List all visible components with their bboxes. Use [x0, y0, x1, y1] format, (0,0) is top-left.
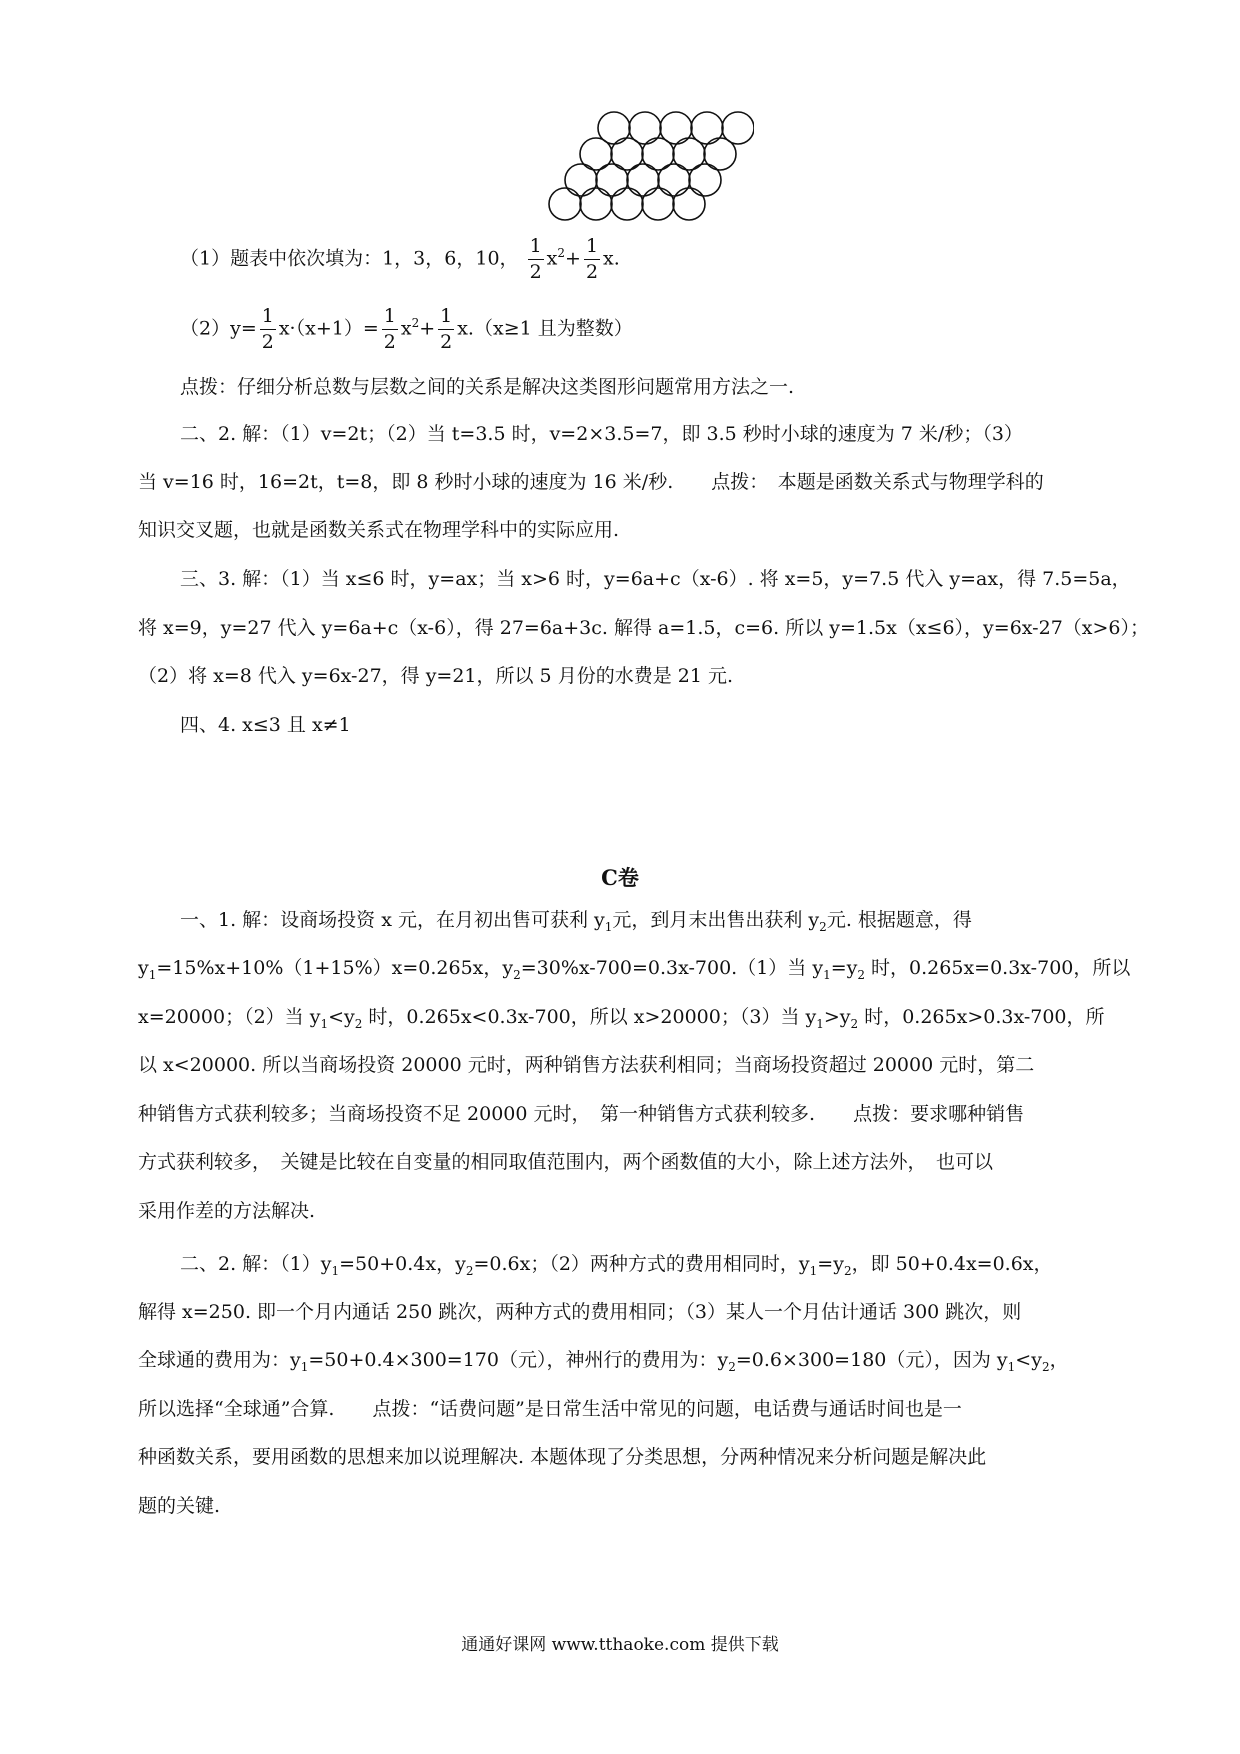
answer-c-2-line3: 全球通的费用为：$y_1=50+0.4\times 300=170$（元），神州行的费用为：$y_2=0.6\times 300=180$（元），因为 $y_1<y_2$， — [138, 1349, 1069, 1374]
fraction-half: $\frac{1}{2}$ — [585, 235, 599, 283]
answer-c-1-line4: 以 x<20000. 所以当商场投资 20000 元时，两种销售方法获利相同；当商场投资超过 20000 元时，第二 — [138, 1054, 1035, 1076]
answer-c-2-line2: 解得 x=250. 即一个月内通话 250 跳次，两种方式的费用相同；（3）某人一个月估计通话 300 跳次，则 — [138, 1301, 1022, 1323]
answer-b-2-line1: 二、2. 解：（1）v=2t；（2）当 t=3.5 时，v=2×3.5=7，即 3.5 秒时小球的速度为 7 米/秒；（3） — [180, 423, 1023, 445]
page-footer: 通通好课网 www.tthaoke.com 提供下载 — [461, 1635, 779, 1655]
answer-c-1-line5: 种销售方式获利较多；当商场投资不足 20000 元时， 第一种销售方式获利较多. 点拨：要求哪种销售 — [138, 1103, 1025, 1125]
answer-c-1-line2: $y_1=15\%x+10\%(1+15\%)x=0.265x$，$y_2=30\%x-700=0.3x-700.(1)$当 $y_1=y_2$ 时，0.265x=0.3x-700，所以 — [138, 957, 1131, 982]
answer-c-1-line3: x=20000；（2）当 $y_1<y_2$ 时，0.265x<0.3x-700，所以 x>20000；（3）当 $y_1>y_2$ 时，0.265x>0.3x-700，所 — [138, 1006, 1105, 1031]
answer-c-2-line4: 所以选择“全球通”合算. 点拨：“话费问题”是日常生活中常见的问题，电话费与通话时间也是一 — [138, 1398, 962, 1420]
answer-c-1-line6: 方式获利较多， 关键是比较在自变量的相同取值范围内，两个函数值的大小，除上述方法外， 也可以 — [138, 1151, 994, 1173]
answer-b-1-part1: （1）题表中依次填为：1，3，6，10， $\frac{1}{2}$ $x^2+$ $\frac{1}{2}$ x. — [180, 235, 620, 283]
fraction-half: $\frac{1}{2}$ — [383, 305, 396, 353]
answer-c-1-line7: 采用作差的方法解决. — [138, 1200, 316, 1222]
fraction-half: $\frac{1}{2}$ — [440, 305, 453, 353]
answer-b-2-line3: 知识交叉题，也就是函数关系式在物理学科中的实际应用. — [138, 519, 620, 541]
answer-b-3-line2: 将 x=9，y=27 代入 y=6a+c（x-6），得 27=6a+3c. 解得 a=1.5，c=6. 所以 y=1.5x（x≤6），y=6x-27（x>6）； — [138, 617, 1149, 639]
answer-c-1-line1: 一、1. 解：设商场投资 x 元，在月初出售可获利 $y_1$元，到月末出售出获利 $y_2$元. 根据题意，得 — [180, 909, 972, 934]
answer-c-2-line5: 种函数关系，要用函数的思想来加以说理解决. 本题体现了分类思想，分两种情况来分析问题是解决此 — [138, 1446, 987, 1468]
answer-b-3-line3: （2）将 x=8 代入 y=6x-27，得 y=21，所以 5 月份的水费是 21 元. — [138, 665, 733, 687]
circle-stack-figure — [548, 110, 754, 222]
section-title-c: C卷 — [601, 865, 639, 890]
answer-b-2-line2: 当 v=16 时，16=2t，t=8，即 8 秒时小球的速度为 16 米/秒. 点拨： 本题是函数关系式与物理学科的 — [138, 471, 1044, 493]
fraction-half: $\frac{1}{2}$ — [261, 305, 274, 353]
answer-c-2-line1: 二、2. 解：$(1)y_1=50+0.4x$，$y_2=0.6x$；（2）两种方式的费用相同时，$y_1=y_2$，即 50+0.4x=0.6x， — [180, 1253, 1053, 1278]
hint-1: 点拨：仔细分析总数与层数之间的关系是解决这类图形问题常用方法之一. — [180, 376, 795, 398]
answer-b-3-line1: 三、3. 解：（1）当 x≤6 时，y=ax；当 x>6 时，y=6a+c（x-6）. 将 x=5，y=7.5 代入 y=ax，得 7.5=5a， — [180, 568, 1131, 590]
answer-b-4-line1: 四、4. x≤3 且 x≠1 — [180, 714, 351, 736]
answer-b-1-part2: （2）y= $\frac{1}{2}$ x·（x+1）= $\frac{1}{2}$ $x^2+$ $\frac{1}{2}$ x.（x≥1 且为整数） — [180, 305, 633, 353]
answer-c-2-line6: 题的关键. — [138, 1495, 221, 1517]
fraction-half: $\frac{1}{2}$ — [529, 235, 542, 283]
